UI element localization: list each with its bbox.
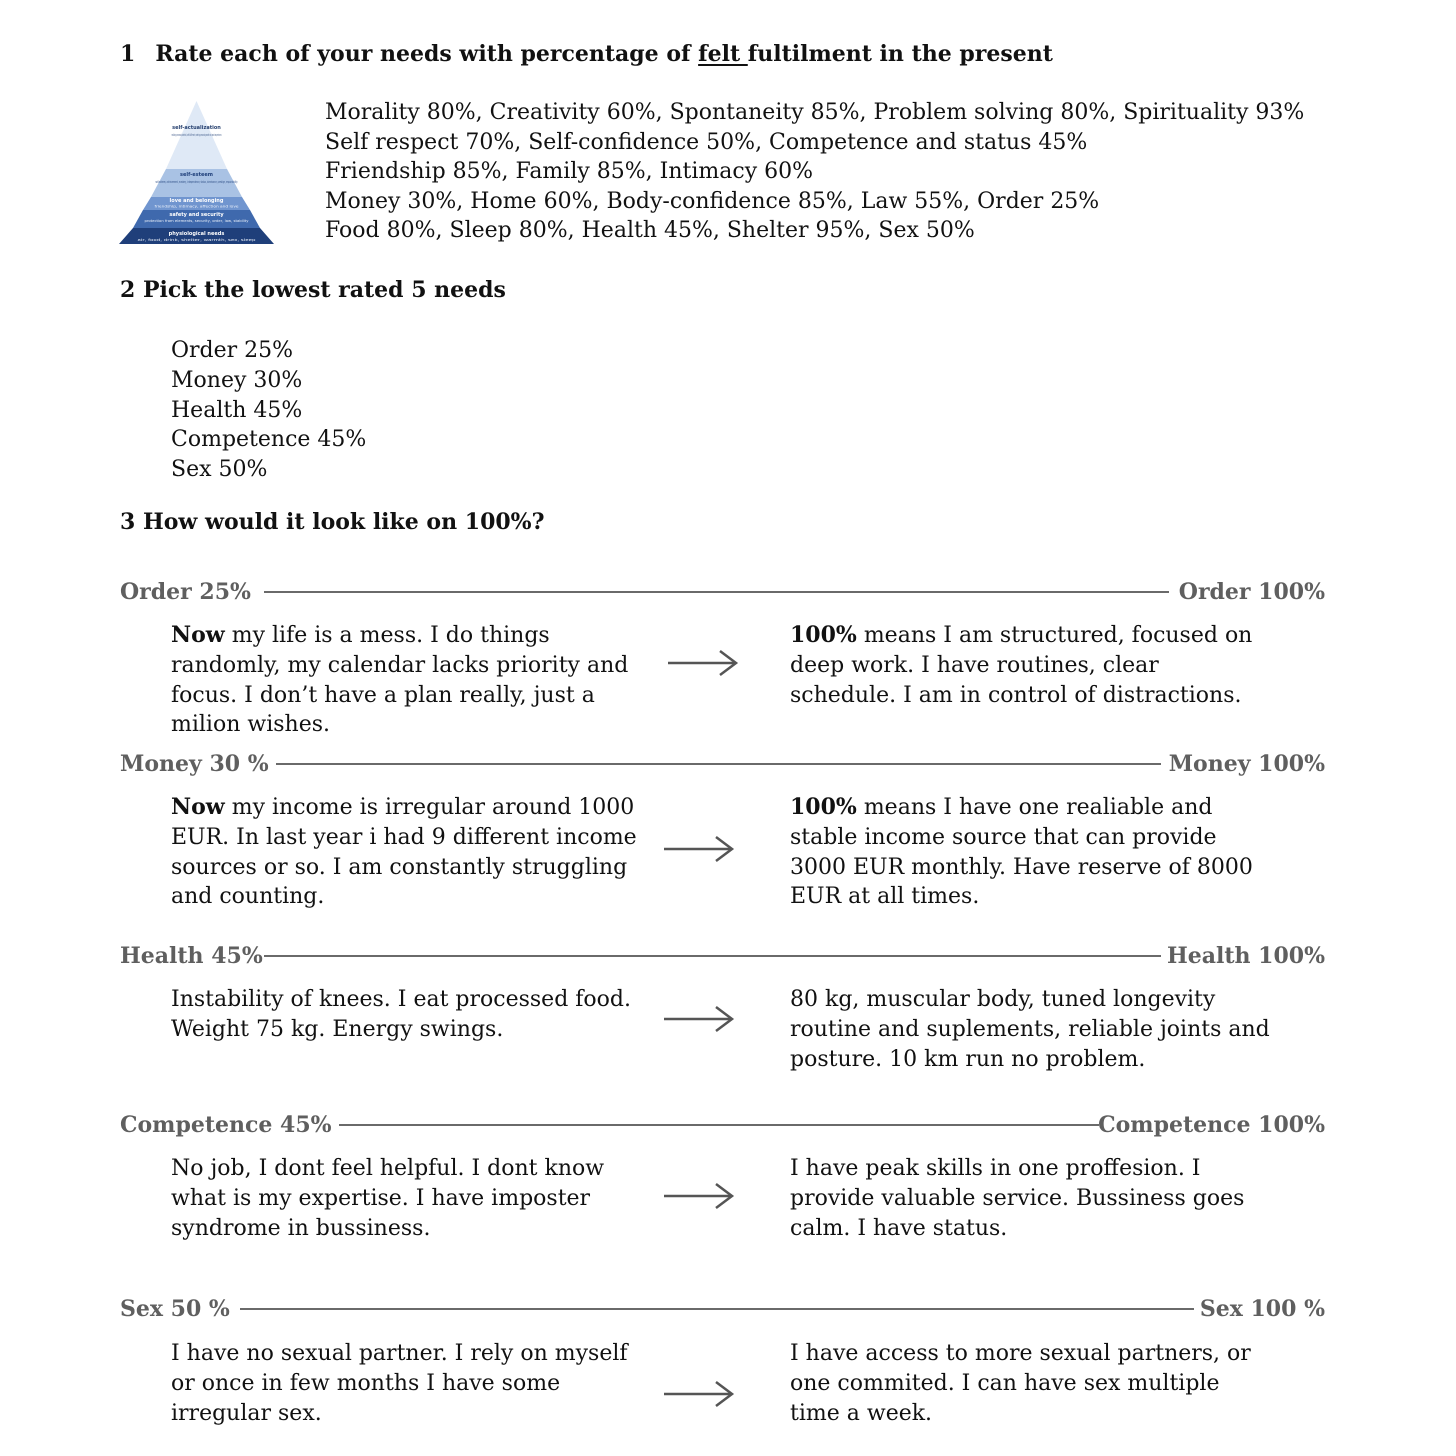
section-order-divider	[264, 591, 1169, 593]
section-competence-current-label: Competence 45%	[120, 1112, 332, 1138]
section-order-target-text	[790, 621, 1270, 710]
now-body: No job, I dont feel helpful. I dont know what is my expertise. I have imposter syndrome in bussiness.	[171, 1156, 605, 1241]
section-sex-target-text	[790, 1339, 1270, 1428]
section-money-target-text	[790, 793, 1270, 912]
section-health-now-text	[171, 985, 651, 1045]
section-sex-arrow-icon	[660, 1379, 736, 1409]
section-health-target-text	[790, 985, 1270, 1074]
target-body: means I have one realiable and stable income source that can provide 3000 EUR monthly. Have reserve of 8000 EUR at all times.	[790, 795, 1253, 910]
section-money-divider	[276, 763, 1161, 765]
pyramid-level-5-desc: air, food, drink, shelter, warmth, sex, sleep	[137, 238, 256, 242]
target-body: means I am structured, focused on deep work. I have routines, clear schedule. I am in control of distractions.	[790, 623, 1253, 708]
now-bold: Now	[171, 622, 225, 648]
step1-title-end: fultilment in the present	[747, 41, 1053, 67]
ratings-line: Friendship 85%, Family 85%, Intimacy 60%	[325, 159, 814, 185]
section-sex-divider	[240, 1308, 1194, 1310]
now-body: my income is irregular around 1000 EUR. In last year i had 9 different income sources or so. I am constantly struggling and counting.	[171, 795, 637, 910]
section-competence-arrow-icon	[660, 1181, 736, 1211]
step3-heading: 3 How would it look like on 100%?	[120, 509, 545, 535]
lowest-need-item: Health 45%	[171, 397, 303, 423]
section-competence-divider	[339, 1124, 1099, 1126]
section-health-arrow-icon	[660, 1004, 736, 1034]
step1-title-underlined: felt	[698, 41, 748, 67]
section-order-current-label: Order 25%	[120, 579, 251, 605]
maslow-pyramid-image	[119, 101, 274, 245]
section-money-current-label: Money 30 %	[120, 751, 269, 777]
pyramid-level-5-title: physiological needs	[168, 231, 225, 237]
section-money-target-label: Money 100%	[1168, 751, 1325, 777]
ratings-line: Self respect 70%, Self-confidence 50%, Competence and status 45%	[325, 129, 1088, 155]
lowest-needs-list	[171, 336, 366, 485]
ratings-line: Morality 80%, Creativity 60%, Spontaneity 85%, Problem solving 80%, Spirituality 93%	[325, 100, 1305, 125]
lowest-need-item: Money 30%	[171, 367, 303, 393]
section-sex-now-text	[171, 1339, 651, 1428]
lowest-need-item: Sex 50%	[171, 457, 268, 483]
step1-title-start: Rate each of your needs with percentage of	[155, 41, 699, 67]
pyramid-level-1-title: self-actualization	[172, 125, 221, 131]
ratings-line: Food 80%, Sleep 80%, Health 45%, Shelter 95%, Sex 50%	[325, 218, 975, 244]
section-order-target-label: Order 100%	[1178, 579, 1325, 605]
pyramid-level-2-desc: self-esteem, achievement, mastery, independence, status, dominance, prestige, responsibility	[155, 180, 238, 184]
target-bold: 100%	[790, 622, 857, 648]
section-money-arrow-icon	[660, 834, 736, 864]
pyramid-level-3-title: love and belonging	[169, 198, 224, 204]
pyramid-level-2-title: self-esteem	[180, 172, 213, 178]
ratings-list	[325, 98, 1304, 246]
section-health-divider	[264, 955, 1161, 957]
section-sex-target-label: Sex 100 %	[1199, 1296, 1325, 1322]
section-order-now-text	[171, 621, 651, 740]
pyramid-level-1-desc: realizing personal potential, self-fulfillment, seeking personal growth and peak experiences	[171, 133, 222, 137]
now-body: my life is a mess. I do things randomly, my calendar lacks priority and focus. I don’t have a plan really, just a milion wishes.	[171, 623, 629, 738]
pyramid-level-3-desc: friendship, intimacy, affection and love	[154, 204, 239, 209]
target-body: I have access to more sexual partners, or one commited. I can have sex multiple time a week.	[790, 1341, 1251, 1426]
section-money-now-text	[171, 793, 651, 912]
ratings-line: Money 30%, Home 60%, Body-confidence 85%, Law 55%, Order 25%	[325, 188, 1100, 214]
lowest-need-item: Order 25%	[171, 338, 294, 363]
step1-number: 1	[120, 41, 136, 67]
pyramid-level-4-desc: protection from elements, security, order, law, stability	[144, 219, 249, 223]
section-competence-now-text	[171, 1154, 651, 1243]
now-bold: Now	[171, 794, 225, 820]
step1-heading	[120, 41, 1053, 67]
now-body: Instability of knees. I eat processed food. Weight 75 kg. Energy swings.	[171, 987, 631, 1042]
pyramid-level-4-title: safety and security	[169, 212, 224, 218]
section-sex-current-label: Sex 50 %	[120, 1296, 230, 1322]
target-body: I have peak skills in one proffesion. I provide valuable service. Bussiness goes calm. I have status.	[790, 1156, 1245, 1241]
now-body: I have no sexual partner. I rely on myself or once in few months I have some irregular sex.	[171, 1341, 628, 1426]
step2-heading: 2 Pick the lowest rated 5 needs	[120, 277, 506, 303]
lowest-need-item: Competence 45%	[171, 427, 367, 453]
section-competence-target-text	[790, 1154, 1270, 1243]
section-competence-target-label: Competence 100%	[1098, 1112, 1325, 1138]
section-health-target-label: Health 100%	[1166, 943, 1325, 969]
section-order-arrow-icon	[664, 648, 740, 678]
section-health-current-label: Health 45%	[120, 943, 263, 969]
target-body: 80 kg, muscular body, tuned longevity routine and suplements, reliable joints and posture. 10 km run no problem.	[790, 987, 1270, 1072]
target-bold: 100%	[790, 794, 857, 820]
